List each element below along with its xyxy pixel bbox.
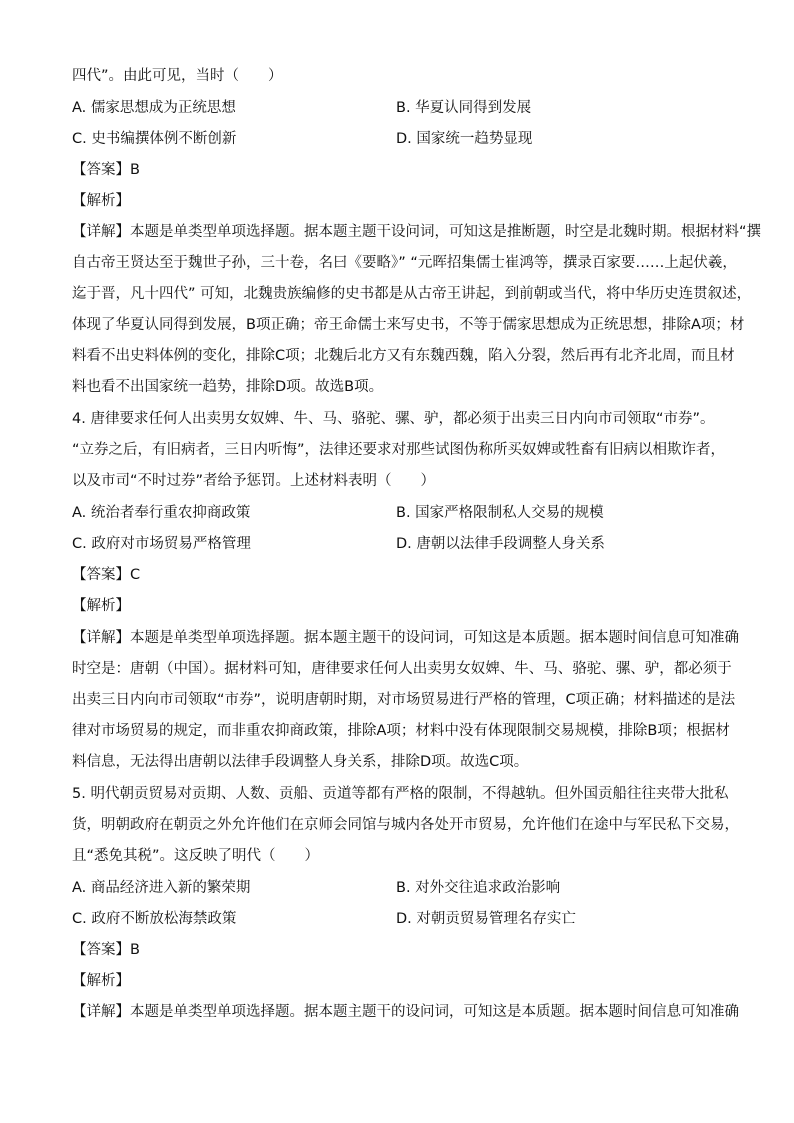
q4-answer: 【答案】C [72,567,141,583]
q3-detail-line: 自古帝王贤达至于魏世子孙，三十卷，名曰《要略》” “元晖招集儒士崔鸿等，撰录百家要……上起伏羲， [72,255,737,271]
q4-detail-line: 料信息，无法得出唐朝以法律手段调整人身关系，排除D项。故选C项。 [72,754,529,770]
q4-option-b: B. 国家严格限制私人交易的规模 [396,505,604,521]
q5-detail-line: 【详解】本题是单类型单项选择题。据本题主题干的设问词，可知这是本质题。据本题时间信息可知准确 [72,1004,739,1020]
q3-detail-line: 料看不出史料体例的变化，排除C项；北魏后北方又有东魏西魏，陷入分裂，然后再有北齐北周，而且材 [72,348,735,364]
q4-detail-line: 出卖三日内向市司领取“市券”，说明唐朝时期，对市场贸易进行严格的管理，C项正确；材料描述的是法 [72,692,736,708]
q3-option-d: D. 国家统一趋势显现 [396,131,533,147]
q3-stem-tail: 四代”。由此可见，当时（ ） [72,68,283,84]
q3-option-c: C. 史书编撰体例不断创新 [72,131,237,147]
q4-detail-line: 【详解】本题是单类型单项选择题。据本题主题干的设问词，可知这是本质题。据本题时间信息可知准确 [72,630,739,646]
q3-detail-line: 料也看不出国家统一趋势，排除D项。故选B项。 [72,379,384,395]
q5-stem-line: 5. 明代朝贡贸易对贡期、人数、贡船、贡道等都有严格的限制，不得越轨。但外国贡船往往夹带大批私 [72,786,729,802]
q3-detail-line: 迄于晋，凡十四代” 可知，北魏贵族编修的史书都是从古帝王讲起，到前朝或当代，将中华历史连贯叙述， [72,286,752,302]
q3-detail-line: 体现了华夏认同得到发展，B项正确；帝王命儒士来写史书，不等于儒家思想成为正统思想，排除A项；材 [72,317,745,333]
q3-analysis-label: 【解析】 [72,193,130,209]
q3-answer: 【答案】B [72,162,140,178]
q5-option-c: C. 政府不断放松海禁政策 [72,911,237,927]
q5-option-b: B. 对外交往追求政治影响 [396,880,561,896]
q4-analysis-label: 【解析】 [72,598,130,614]
q3-option-a: A. 儒家思想成为正统思想 [72,100,236,116]
q4-stem-line: “立券之后，有旧病者，三日内听悔”，法律还要求对那些试图伪称所买奴婢或牲畜有旧病以相欺诈者， [72,442,726,458]
q5-analysis-label: 【解析】 [72,973,130,989]
q4-option-d: D. 唐朝以法律手段调整人身关系 [396,536,605,552]
q4-detail-line: 律对市场贸易的规定，而非重农抑商政策，排除A项；材料中没有体现限制交易规模，排除B项；根据材 [72,723,730,739]
q4-option-a: A. 统治者奉行重农抑商政策 [72,505,251,521]
q4-detail-line: 时空是：唐朝（中国）。据材料可知，唐律要求任何人出卖男女奴婢、牛、马、骆驼、骡、驴，都必须于 [72,661,732,677]
q3-option-b: B. 华夏认同得到发展 [396,100,532,116]
q4-option-c: C. 政府对市场贸易严格管理 [72,536,251,552]
q5-option-d: D. 对朝贡贸易管理名存实亡 [396,911,576,927]
q5-stem-line: 且“悉免其税”。这反映了明代（ ） [72,848,320,864]
q5-stem-line: 货，明朝政府在朝贡之外允许他们在京师会同馆与城内各处开市贸易，允许他们在途中与军民私下交易， [72,817,739,833]
q4-stem-line: 以及市司“不时过券”者给予惩罚。上述材料表明（ ） [72,473,436,489]
q4-stem-line: 4. 唐律要求任何人出卖男女奴婢、牛、马、骆驼、骡、驴，都必须于出卖三日内向市司领取“市券”。 [72,411,715,427]
q3-detail-line: 【详解】本题是单类型单项选择题。据本题主题干设问词，可知这是推断题，时空是北魏时期。根据材料“撰 [72,224,762,240]
q5-option-a: A. 商品经济进入新的繁荣期 [72,880,251,896]
q5-answer: 【答案】B [72,942,140,958]
